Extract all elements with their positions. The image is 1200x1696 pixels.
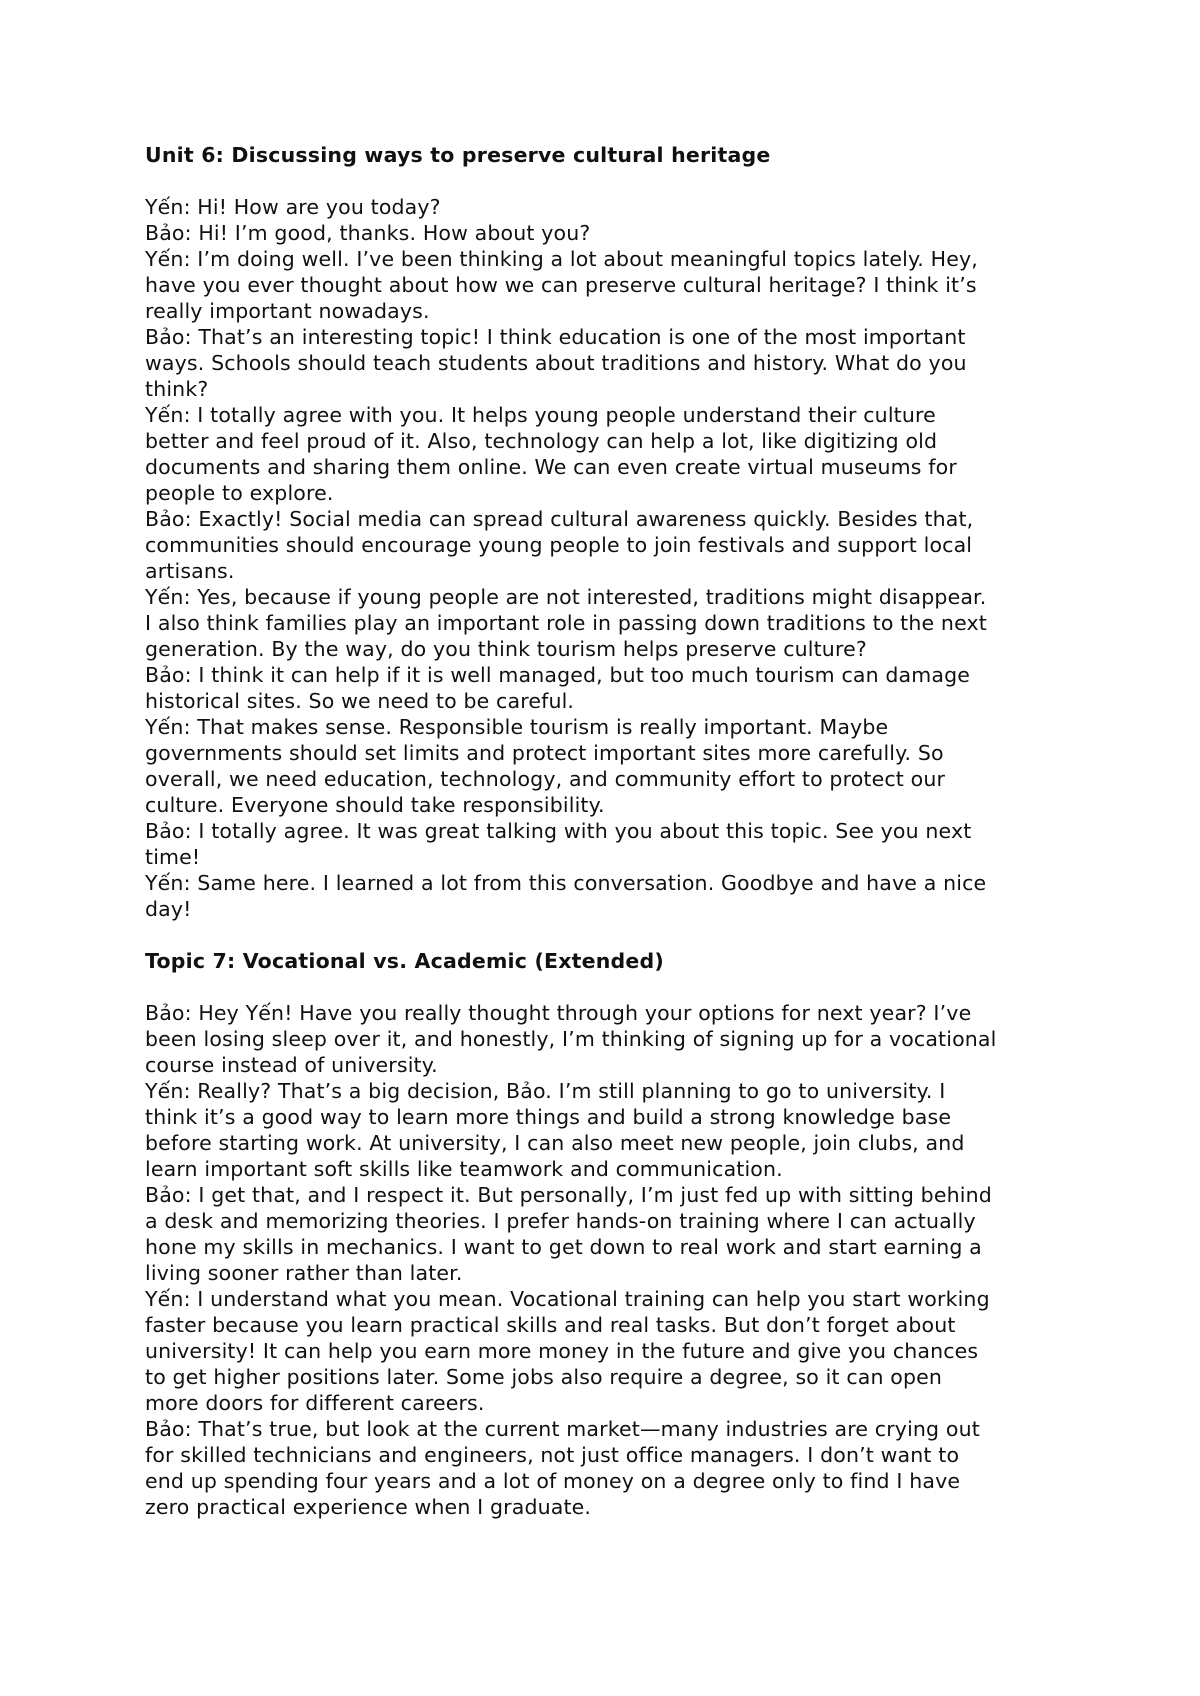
dialogue-line: governments should set limits and protect important sites more carefully. So xyxy=(145,741,944,765)
dialogue-line: learn important soft skills like teamwork and communication. xyxy=(145,1157,783,1181)
dialogue-line: Bảo: I get that, and I respect it. But personally, I’m just fed up with sitting behind xyxy=(145,1183,992,1207)
dialogue-line: communities should encourage young people to join festivals and support local xyxy=(145,533,973,557)
dialogue-line: Bảo: I totally agree. It was great talking with you about this topic. See you next xyxy=(145,819,972,843)
dialogue-line: Bảo: Exactly! Social media can spread cultural awareness quickly. Besides that, xyxy=(145,507,974,531)
section-unit-6 xyxy=(145,142,1075,922)
dialogue-line: Bảo: Hey Yến! Have you really thought through your options for next year? I’ve xyxy=(145,1001,972,1025)
dialogue-line: before starting work. At university, I can also meet new people, join clubs, and xyxy=(145,1131,965,1155)
dialogue-line: Bảo: That’s an interesting topic! I think education is one of the most important xyxy=(145,325,966,349)
dialogue-line: course instead of university. xyxy=(145,1053,438,1077)
dialogue-line: Bảo: That’s true, but look at the current market—many industries are crying out xyxy=(145,1417,980,1441)
dialogue-line: artisans. xyxy=(145,559,235,583)
section-heading: Unit 6: Discussing ways to preserve cultural heritage xyxy=(145,143,771,167)
dialogue-line: Yến: I totally agree with you. It helps young people understand their culture xyxy=(145,403,936,427)
dialogue-line: think? xyxy=(145,377,209,401)
dialogue-line: a desk and memorizing theories. I prefer hands-on training where I can actually xyxy=(145,1209,976,1233)
dialogue-line: people to explore. xyxy=(145,481,334,505)
dialogue-line: Yến: Really? That’s a big decision, Bảo. I’m still planning to go to university. I xyxy=(145,1079,946,1103)
dialogue-line: time! xyxy=(145,845,201,869)
dialogue-line: end up spending four years and a lot of money on a degree only to find I have xyxy=(145,1469,961,1493)
section-topic-7 xyxy=(145,948,1075,1520)
dialogue-line: university! It can help you earn more money in the future and give you chances xyxy=(145,1339,979,1363)
dialogue-line: better and feel proud of it. Also, technology can help a lot, like digitizing old xyxy=(145,429,938,453)
dialogue-body xyxy=(145,1000,1075,1520)
dialogue-line: Yến: I’m doing well. I’ve been thinking a lot about meaningful topics lately. Hey, xyxy=(145,247,978,271)
dialogue-line: hone my skills in mechanics. I want to get down to real work and start earning a xyxy=(145,1235,982,1259)
dialogue-line: really important nowadays. xyxy=(145,299,430,323)
dialogue-line: Yến: Yes, because if young people are not interested, traditions might disappear. xyxy=(145,585,987,609)
dialogue-line: day! xyxy=(145,897,192,921)
dialogue-line: ways. Schools should teach students about traditions and history. What do you xyxy=(145,351,967,375)
dialogue-line: think it’s a good way to learn more things and build a strong knowledge base xyxy=(145,1105,952,1129)
document-page xyxy=(145,142,1075,1520)
dialogue-line: Bảo: I think it can help if it is well managed, but too much tourism can damage xyxy=(145,663,971,687)
dialogue-line: more doors for different careers. xyxy=(145,1391,485,1415)
dialogue-body xyxy=(145,194,1075,922)
dialogue-line: living sooner rather than later. xyxy=(145,1261,463,1285)
dialogue-line: to get higher positions later. Some jobs also require a degree, so it can open xyxy=(145,1365,943,1389)
dialogue-line: Yến: That makes sense. Responsible tourism is really important. Maybe xyxy=(145,715,889,739)
dialogue-line: documents and sharing them online. We can even create virtual museums for xyxy=(145,455,957,479)
dialogue-line: overall, we need education, technology, and community effort to protect our xyxy=(145,767,946,791)
dialogue-line: faster because you learn practical skills and real tasks. But don’t forget about xyxy=(145,1313,956,1337)
dialogue-line: generation. By the way, do you think tourism helps preserve culture? xyxy=(145,637,867,661)
dialogue-line: have you ever thought about how we can preserve cultural heritage? I think it’s xyxy=(145,273,977,297)
dialogue-line: Bảo: Hi! I’m good, thanks. How about you? xyxy=(145,221,591,245)
dialogue-line: for skilled technicians and engineers, not just office managers. I don’t want to xyxy=(145,1443,960,1467)
dialogue-line: been losing sleep over it, and honestly, I’m thinking of signing up for a vocational xyxy=(145,1027,997,1051)
dialogue-line: historical sites. So we need to be careful. xyxy=(145,689,575,713)
dialogue-line: culture. Everyone should take responsibility. xyxy=(145,793,605,817)
dialogue-line: I also think families play an important role in passing down traditions to the next xyxy=(145,611,987,635)
dialogue-line: Yến: Hi! How are you today? xyxy=(145,195,441,219)
dialogue-line: Yến: I understand what you mean. Vocational training can help you start working xyxy=(145,1287,990,1311)
dialogue-line: zero practical experience when I graduate. xyxy=(145,1495,592,1519)
section-heading: Topic 7: Vocational vs. Academic (Extended) xyxy=(145,949,664,973)
dialogue-line: Yến: Same here. I learned a lot from this conversation. Goodbye and have a nice xyxy=(145,871,987,895)
